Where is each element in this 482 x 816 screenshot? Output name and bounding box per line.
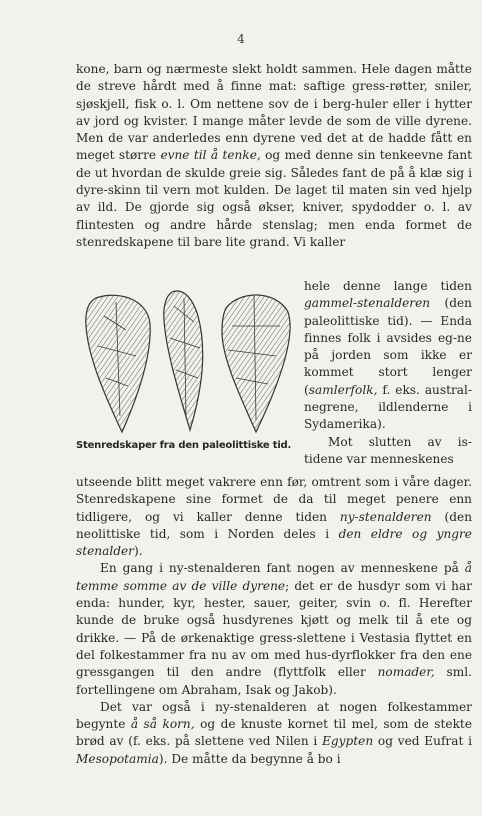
text-run: Det var også i ny-stenalderen at nogen folkestammer begynte	[76, 699, 472, 732]
text-run: og de knuste kornet til mel, som de stekte brød av (f. eks. på slettene ved Nilen i	[76, 717, 472, 749]
text-run: Mot slutten av is-tidene var menneskenes	[304, 434, 472, 466]
text-run: En gang i ny-stenalderen fant nogen av menneskene på	[100, 561, 465, 576]
text-run: kone, barn og nærmeste slekt holdt sammen. Hele dagen måtte de streve hårdt med å finne mat: saftige gress-røtter, sniler, sjøskjell, fisk o. l. Om nettene sov de i berg-huler eller i hytter av jord og kvister. I mange måter levde de som de ville dyrene. Men de var anderledes enn dyrene ved det at de hadde fått en meget større	[76, 62, 472, 163]
text-run: f. eks. austral-negrene, ildlenderne i Sydamerika).	[304, 382, 472, 432]
figure-caption: Stenredskaper fra den paleolittiske tid.	[76, 440, 292, 451]
text-run: sml. fortellingene om Abraham, Isak og Jakob).	[76, 665, 472, 697]
stone-tools-illustration	[76, 286, 296, 436]
hand-axe-3	[222, 295, 290, 432]
italic-term: nomader,	[377, 665, 435, 680]
italic-term: Egypten	[322, 734, 374, 749]
italic-term: den eldre og yngre stenalder	[76, 526, 472, 559]
paragraph-1-bottom	[76, 474, 472, 768]
text-run: og med denne sin tenkeevne fant de ut hvordan de skulde greie sig. Således fant de på å klæ sig i dyre-skinn til vern mot kulden. De laget til maten sin ved hjelp av ild. De gjorde sig også økser, kniver, spydodder o. l. av flintesten og andre hårde stenslag; men enda formet de stenredskapene til bare lite grand. Vi kaller	[76, 148, 473, 249]
text-run: (den paleolittiske tid). — Enda finnes folk i avsides eg-ne på jorden som ikke er kommet stort lenger (	[304, 296, 472, 397]
paragraph-3	[76, 699, 472, 768]
paragraph-1-side	[304, 278, 472, 468]
paragraph-1-top	[76, 61, 472, 251]
italic-term: samlerfolk,	[308, 382, 378, 397]
text-run: (den neolittiske tid, som i Norden deles i	[76, 509, 472, 541]
italic-term: ny-stenalderen	[339, 509, 432, 524]
page-number: 4	[237, 32, 245, 46]
italic-term: gammel-stenalderen	[304, 296, 431, 311]
text-run: og ved Eufrat i	[373, 734, 472, 749]
text-run: utseende blitt meget vakrere enn før, omtrent som i våre dager. Stenredskapene sine formet de da til meget penere enn tidligere, og vi kaller denne tiden	[76, 475, 472, 524]
text-run: ).	[133, 544, 143, 559]
italic-term: evne til å tenke,	[160, 148, 261, 163]
text-run: ; det er de husdyr som vi har enda: hunder, kyr, hester, sauer, geiter, svin o. fl. Herefter kunde de bruke også husdyrenes kjøtt og melk til å ete og drikke. — På de ørkenaktige gress-slettene i Vestasia flyttet en del folkestammer fra nu av om med hus-dyrflokker fra den ene gressgangen til den andre (flyttfolk eller	[76, 578, 472, 680]
text-run: hele denne lange tiden	[304, 279, 472, 293]
text-run: ). De måtte da begynne å bo i	[158, 751, 341, 766]
italic-term: å temme somme av de ville dyrene	[76, 561, 472, 593]
hand-axe-2	[164, 291, 203, 430]
italic-term: Mesopotamia	[76, 751, 159, 766]
italic-term: å så korn,	[130, 717, 195, 732]
hand-axe-1	[86, 295, 150, 432]
stone-tools-figure	[76, 286, 296, 436]
paragraph-2	[76, 560, 472, 698]
